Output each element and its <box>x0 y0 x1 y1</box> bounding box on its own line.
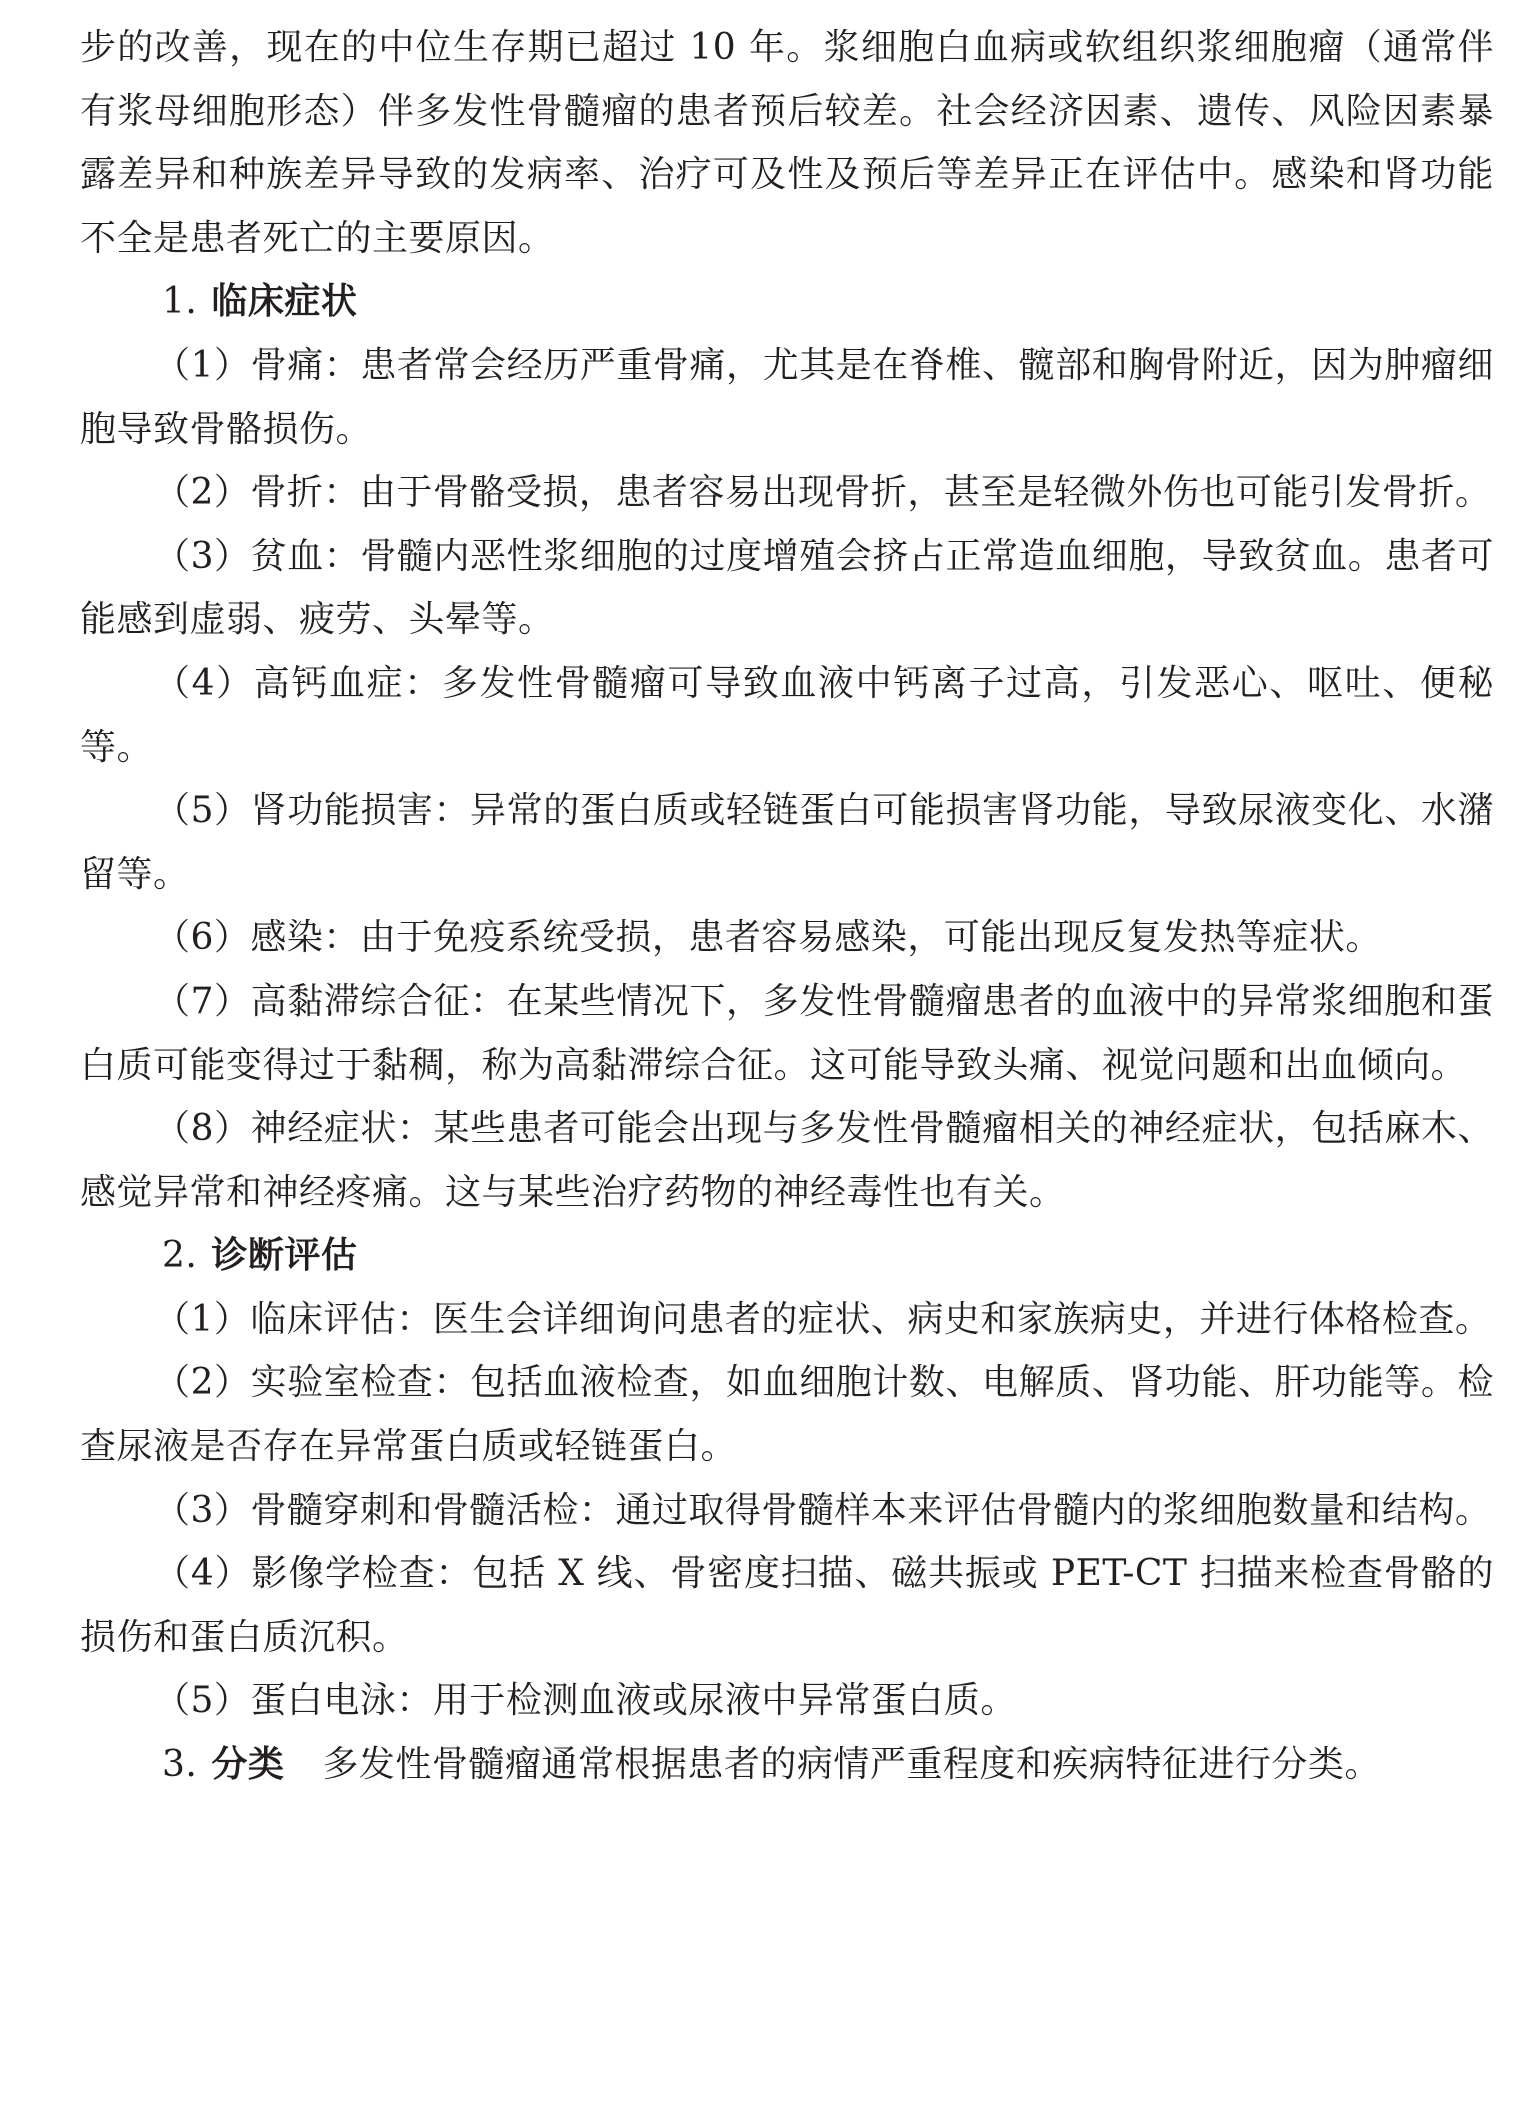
section-title: 诊断评估 <box>211 1235 358 1277</box>
list-item: （8）神经症状：某些患者可能会出现与多发性骨髓瘤相关的神经症状，包括麻木、感觉异常和神经疼痛。这与某些治疗药物的神经毒性也有关。 <box>80 1108 1494 1213</box>
list-item: （4）高钙血症：多发性骨髓瘤可导致血液中钙离子过高，引发恶心、呕吐、便秘等。 <box>80 662 1494 768</box>
list-item: （1）临床评估：医生会详细询问患者的症状、病史和家族病史，并进行体格检查。 <box>154 1298 1492 1340</box>
section-number: 1. <box>162 281 198 323</box>
section-number: 2. <box>162 1235 198 1277</box>
intro-paragraph: 步的改善，现在的中位生存期已超过 10 年。浆细胞白血病或软组织浆细胞瘤（通常伴有浆母细胞形态）伴多发性骨髓瘤的患者预后较差。社会经济因素、遗传、风险因素暴露差异和种族差异导致的发病率、治疗可及性及预后等差异正在评估中。感染和肾功能不全是患者死亡的主要原因。 <box>80 27 1494 259</box>
list-item: （2）实验室检查：包括血液检查，如血细胞计数、电解质、肾功能、肝功能等。检查尿液是否存在异常蛋白质或轻链蛋白。 <box>80 1362 1494 1468</box>
list-item: （5）肾功能损害：异常的蛋白质或轻链蛋白可能损害肾功能，导致尿液变化、水潴留等。 <box>80 790 1494 895</box>
section-title: 临床症状 <box>211 281 358 323</box>
list-item: （4）影像学检查：包括 X 线、骨密度扫描、磁共振或 PET-CT 扫描来检查骨骼的损伤和蛋白质沉积。 <box>80 1553 1494 1658</box>
list-item: （3）贫血：骨髓内恶性浆细胞的过度增殖会挤占正常造血细胞，导致贫血。患者可能感到虚弱、疲劳、头晕等。 <box>80 535 1494 641</box>
section-number: 3. <box>162 1744 198 1786</box>
document-page <box>80 16 1494 1797</box>
list-item: （6）感染：由于免疫系统受损，患者容易感染，可能出现反复发热等症状。 <box>154 917 1382 959</box>
section-heading-classification <box>80 1733 1494 1797</box>
section-title: 分类 <box>211 1744 285 1786</box>
section-heading-diagnostic-evaluation <box>80 1224 1494 1288</box>
list-item: （3）骨髓穿刺和骨髓活检：通过取得骨髓样本来评估骨髓内的浆细胞数量和结构。 <box>154 1489 1492 1531</box>
list-item: （1）骨痛：患者常会经历严重骨痛，尤其是在脊椎、髋部和胸骨附近，因为肿瘤细胞导致骨骼损伤。 <box>80 344 1494 450</box>
list-item: （5）蛋白电泳：用于检测血液或尿液中异常蛋白质。 <box>154 1680 1017 1722</box>
list-item: （2）骨折：由于骨骼受损，患者容易出现骨折，甚至是轻微外伤也可能引发骨折。 <box>154 472 1492 514</box>
section-heading-clinical-symptoms <box>80 270 1494 334</box>
section-text: 多发性骨髓瘤通常根据患者的病情严重程度和疾病特征进行分类。 <box>322 1744 1381 1786</box>
list-item: （7）高黏滞综合征：在某些情况下，多发性骨髓瘤患者的血液中的异常浆细胞和蛋白质可能变得过于黏稠，称为高黏滞综合征。这可能导致头痛、视觉问题和出血倾向。 <box>80 980 1494 1086</box>
